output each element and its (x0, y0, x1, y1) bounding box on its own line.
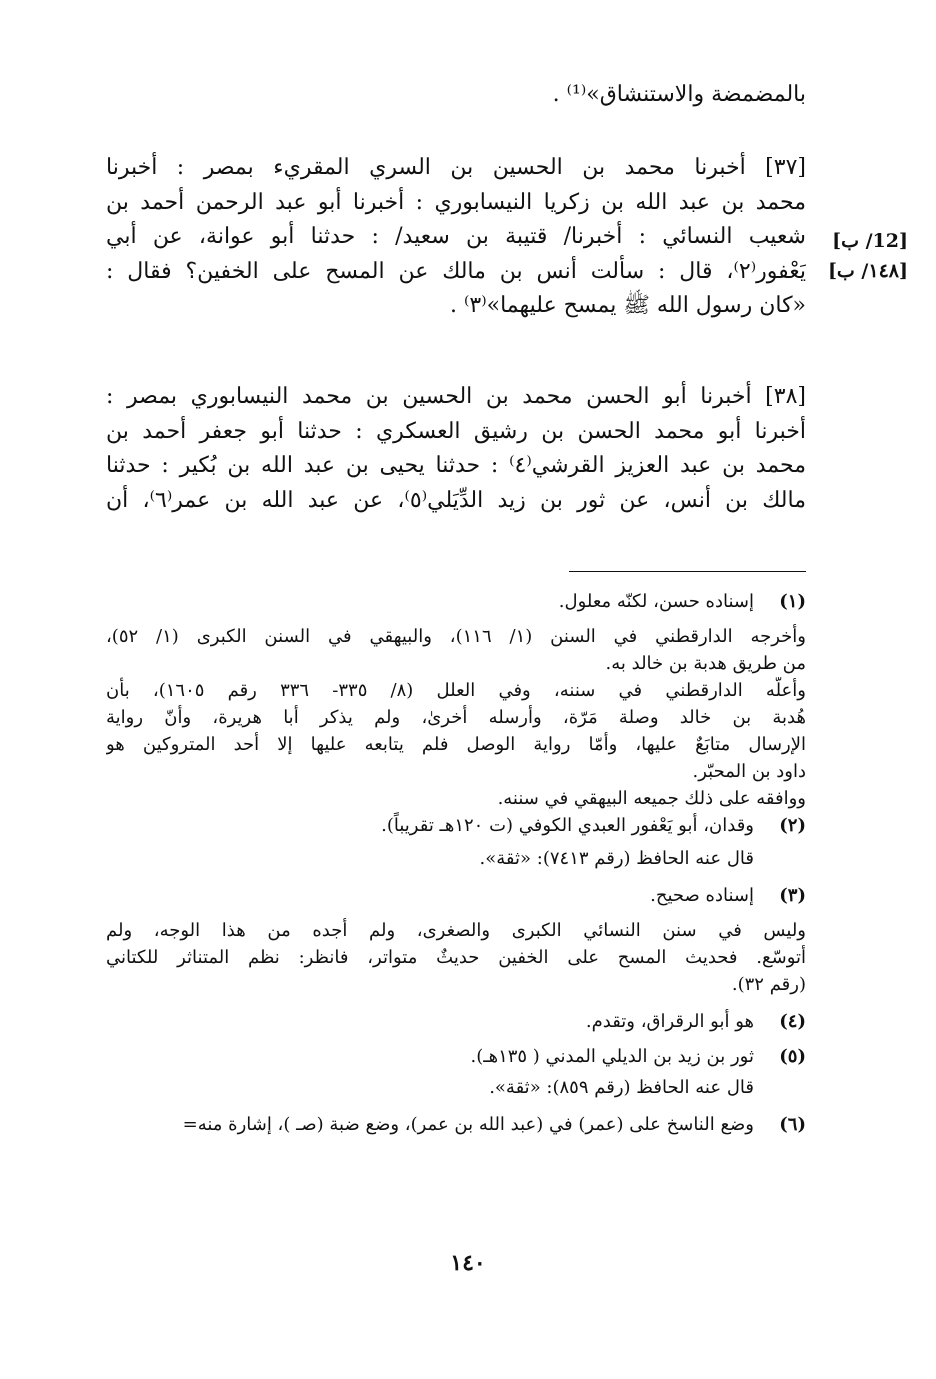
footnote-number: (٦) (779, 1114, 806, 1135)
footnote-line: هُدبة بن خالد وصلة مَرّة، وأرسله أخرىٰ، ولم يذكر أبا هريرة، وأنّ رواية (106, 707, 806, 728)
footnote-2-para-2 (106, 845, 806, 872)
footnote-1-para-4 (106, 785, 806, 812)
hadith-37 (106, 151, 806, 324)
footnote-line: ووافقه على ذلك جميعه البيهقي في سننه. (497, 788, 806, 809)
footnote-line: وليس في سنن النسائي الكبرى والصغرى، ولم أجده من هذا الوجه، ولم (106, 920, 806, 941)
text-line: أخبرنا أبو محمد الحسن بن رشيق العسكري : حدثنا أبو جعفر أحمد بن (106, 418, 806, 444)
footnote-3 (106, 882, 806, 909)
footnote-number: (٤) (779, 1011, 806, 1032)
margin-note-2: [١٤٨/ ب] (827, 260, 908, 282)
margin-note-1: [12/ ب] (832, 230, 908, 252)
footnote-number: (١) (779, 591, 806, 612)
page-number: ١٤٠ (450, 1250, 486, 1276)
footnotes (106, 588, 806, 1138)
text-line: شعيب النسائي : أخبرنا/ قتيبة بن سعيد/ : حدثنا أبو عوانة، عن أبي (106, 224, 806, 249)
footnote-line: وقدان، أبو يَعْفور العبدي الكوفي (ت ١٢٠هـ تقريباً). (381, 815, 754, 836)
hadith-38 (106, 380, 806, 518)
footnote-line: الإرسال متابَعٌ عليها، وأمّا رواية الوصل فلم يتابعه عليها إلا أحد المتروكين هو (106, 734, 806, 755)
main-text (106, 78, 806, 113)
text-line: بالمضمضة والاستنشاق»⁽¹⁾ . (552, 82, 806, 107)
footnote-1-para-3 (106, 677, 806, 785)
footnote-separator (569, 571, 806, 572)
footnote-line: داود بن المحبّر. (692, 761, 806, 782)
footnote-line: إسناده صحيح. (650, 885, 754, 906)
footnote-line: ثور بن زيد بن الديلي المدني ( ١٣٥هـ). (470, 1046, 754, 1067)
footnote-4 (106, 1008, 806, 1035)
footnote-1 (106, 588, 806, 615)
text-line: يَعْفور⁽٢⁾، قال : سألت أنس بن مالك عن المسح على الخفين؟ فقال : (106, 258, 806, 284)
text-line: [٣٧] أخبرنا محمد بن الحسين بن السري المقريء بمصر : أخبرنا (106, 155, 806, 180)
footnote-line: هو أبو الرقراق، وتقدم. (585, 1011, 754, 1032)
footnote-2 (106, 812, 806, 839)
footnote-1-para-2 (106, 623, 806, 677)
footnote-line: (رقم ٣٢). (731, 974, 806, 995)
footnote-number: (٥) (779, 1046, 806, 1067)
text-line: [٣٨] أخبرنا أبو الحسن محمد بن الحسين بن محمد النيسابوري بمصر : (106, 384, 806, 409)
footnote-number: (٣) (779, 885, 806, 906)
text-line: محمد بن عبد الله بن زكريا النيسابوري : أخبرنا أبو عبد الرحمن أحمد بن (106, 189, 806, 215)
footnote-line: وضع الناسخ على (عمر) في (عبد الله بن عمر)، وضع ضبة (صـ )، إشارة منه= (182, 1114, 754, 1135)
footnote-5-para-2 (106, 1074, 806, 1101)
footnote-number: (٢) (779, 815, 806, 836)
footnote-line: إسناده حسن، لكنّه معلول. (558, 591, 754, 612)
footnote-line: وأخرجه الدارقطني في السنن (١/ ١١٦)، والبيهقي في السنن الكبرى (١/ ٥٢)، (106, 626, 806, 647)
footnote-6 (106, 1111, 806, 1138)
footnote-line: أتوسّع. فحديث المسح على الخفين حديثٌ متواتر، فانظر: نظم المتناثر للكتاني (106, 947, 806, 968)
footnote-line: من طريق هدبة بن خالد به. (605, 653, 806, 674)
footnote-5 (106, 1043, 806, 1070)
footnote-line: قال عنه الحافظ (رقم ٧٤١٣): «ثقة». (479, 848, 754, 869)
text-line: محمد بن عبد العزيز القرشي⁽٤⁾ : حدثنا يحيى بن عبد الله بن بُكير : حدثنا (106, 453, 806, 478)
footnote-line: قال عنه الحافظ (رقم ٨٥٩): «ثقة». (489, 1077, 754, 1098)
text-line: «كان رسول الله ﷺ يمسح عليهما»⁽٣⁾ . (450, 293, 806, 318)
footnote-line: وأعلّه الدارقطني في سننه، وفي العلل (٨/ ٣٣٥- ٣٣٦ رقم ١٦٠٥)، بأن (106, 680, 806, 701)
margin-folio-note (808, 226, 908, 286)
footnote-3-para-2 (106, 917, 806, 998)
text-line: مالك بن أنس، عن ثور بن زيد الدِّيَلي⁽٥⁾، عن عبد الله بن عمر⁽٦⁾، أن (106, 487, 806, 513)
